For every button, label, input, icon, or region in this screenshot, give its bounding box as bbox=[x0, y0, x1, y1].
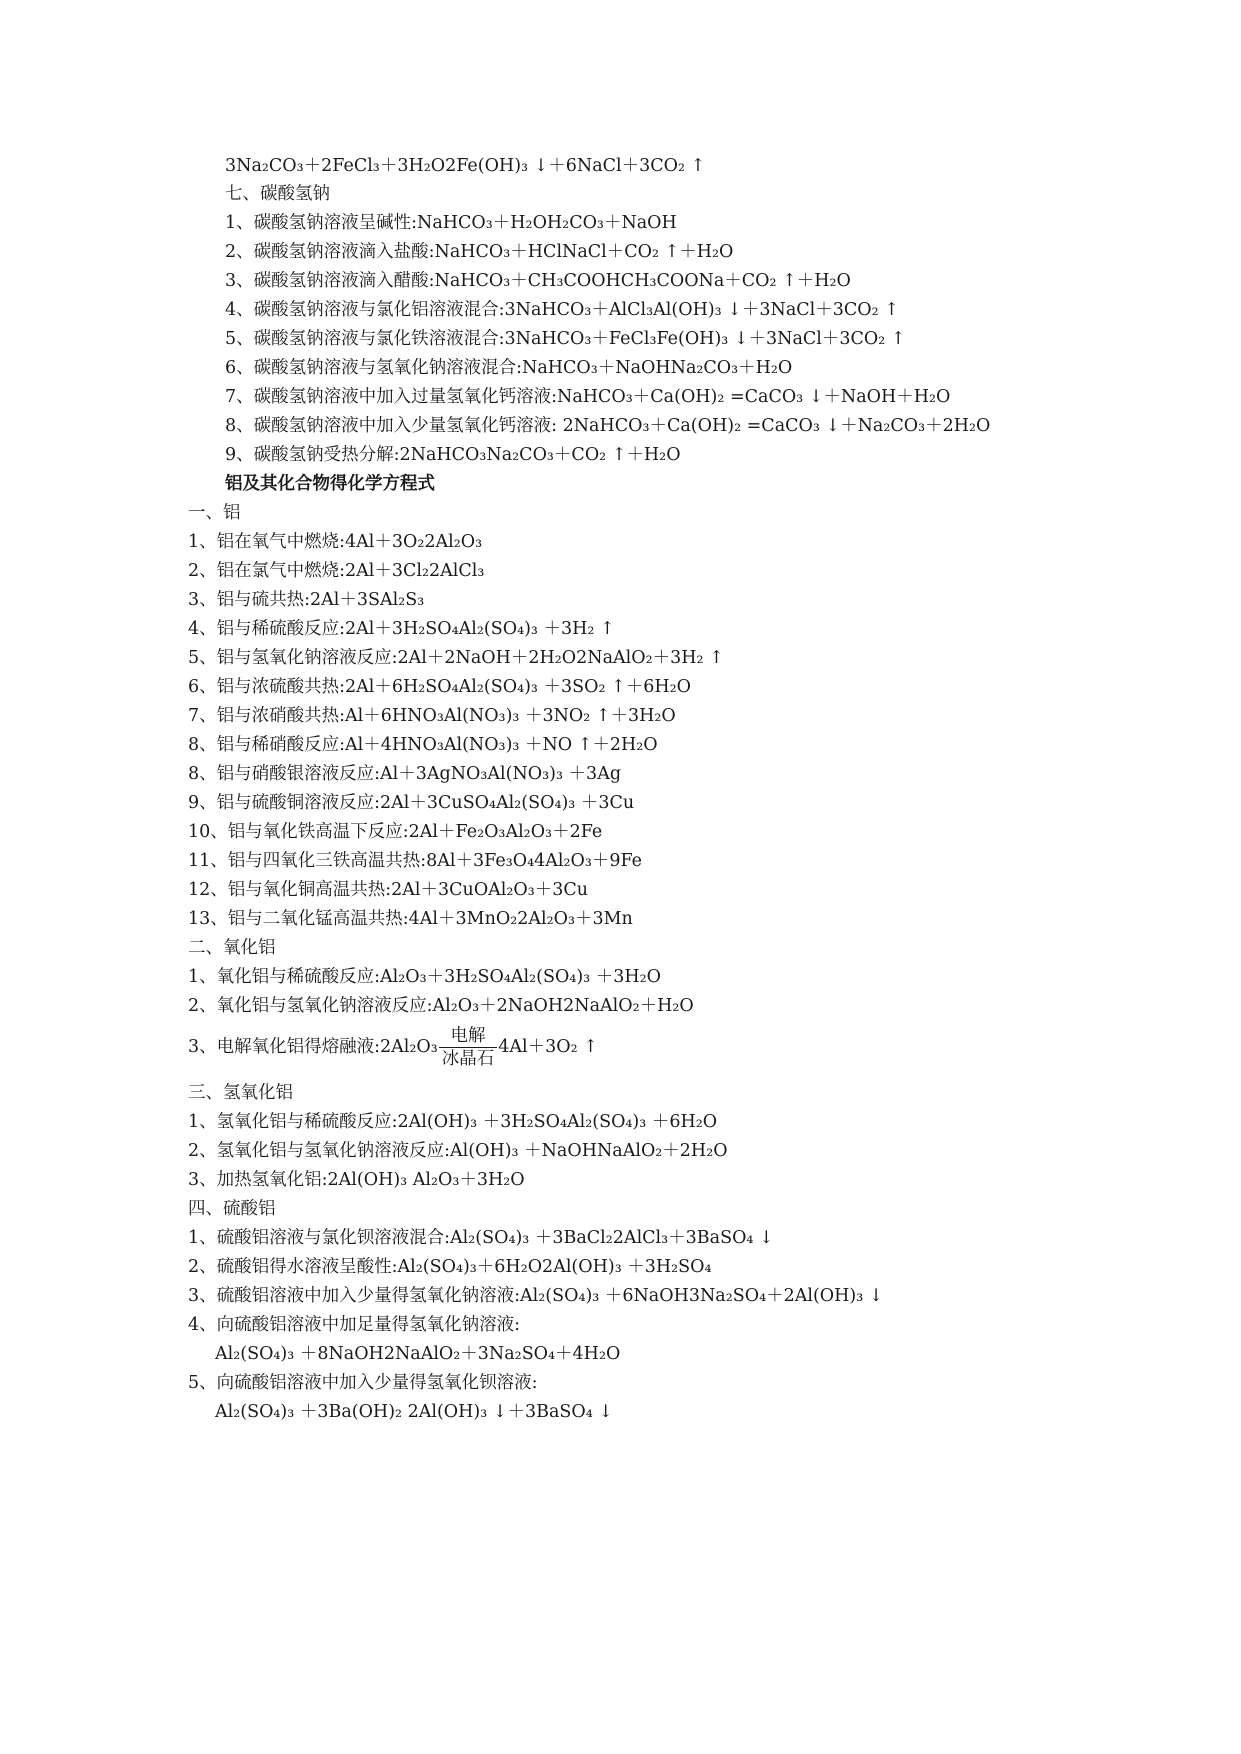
equation-line: 2、碳酸氢钠溶液滴入盐酸:NaHCO₃＋HClNaCl＋CO₂ ↑＋H₂O bbox=[225, 242, 734, 262]
equation-line: 2、铝在氯气中燃烧:2Al＋3Cl₂2AlCl₃ bbox=[188, 561, 485, 581]
section-heading: 二、氧化铝 bbox=[188, 938, 276, 958]
equation-line: Al₂(SO₄)₃ ＋3Ba(OH)₂ 2Al(OH)₃ ↓＋3BaSO₄ ↓ bbox=[215, 1402, 613, 1422]
equation-line: 2、氢氧化铝与氢氧化钠溶液反应:Al(OH)₃ ＋NaOHNaAlO₂＋2H₂O bbox=[188, 1141, 728, 1161]
equation-line: 13、铝与二氧化锰高温共热:4Al＋3MnO₂2Al₂O₃＋3Mn bbox=[188, 909, 633, 929]
equation-line: 2、硫酸铝得水溶液呈酸性:Al₂(SO₄)₃＋6H₂O2Al(OH)₃ ＋3H₂SO₄ bbox=[188, 1257, 712, 1277]
equation-line: 4、铝与稀硫酸反应:2Al＋3H₂SO₄Al₂(SO₄)₃ ＋3H₂ ↑ bbox=[188, 619, 615, 639]
section-heading: 七、碳酸氢钠 bbox=[225, 184, 330, 204]
equation-line: 4、向硫酸铝溶液中加足量得氢氧化钠溶液: bbox=[188, 1315, 521, 1335]
electrolysis-prefix: 3、电解氧化铝得熔融液:2Al₂O₃ bbox=[188, 1037, 438, 1057]
condition-above: 电解 bbox=[439, 1025, 498, 1048]
equation-line: 3、碳酸氢钠溶液滴入醋酸:NaHCO₃＋CH₃COOHCH₃COONa＋CO₂ ↑＋H₂O bbox=[225, 271, 851, 291]
equation-line: 1、硫酸铝溶液与氯化钡溶液混合:Al₂(SO₄)₃ ＋3BaCl₂2AlCl₃＋3BaSO₄ ↓ bbox=[188, 1228, 774, 1248]
equation-line: 1、氧化铝与稀硫酸反应:Al₂O₃＋3H₂SO₄Al₂(SO₄)₃ ＋3H₂O bbox=[188, 967, 661, 987]
reaction-condition bbox=[439, 1025, 498, 1070]
equation-line: 3Na₂CO₃＋2FeCl₃＋3H₂O2Fe(OH)₃ ↓＋6NaCl＋3CO₂ ↑ bbox=[225, 156, 706, 176]
equation-line: 7、铝与浓硝酸共热:Al＋6HNO₃Al(NO₃)₃ ＋3NO₂ ↑＋3H₂O bbox=[188, 706, 676, 726]
equation-line: 5、碳酸氢钠溶液与氯化铁溶液混合:3NaHCO₃＋FeCl₃Fe(OH)₃ ↓＋3NaCl＋3CO₂ ↑ bbox=[225, 329, 906, 349]
equation-line: 4、碳酸氢钠溶液与氯化铝溶液混合:3NaHCO₃＋AlCl₃Al(OH)₃ ↓＋3NaCl＋3CO₂ ↑ bbox=[225, 300, 899, 320]
equation-line: 3、硫酸铝溶液中加入少量得氢氧化钠溶液:Al₂(SO₄)₃ ＋6NaOH3Na₂SO₄＋2Al(OH)₃ ↓ bbox=[188, 1286, 884, 1306]
equation-line: 7、碳酸氢钠溶液中加入过量氢氧化钙溶液:NaHCO₃＋Ca(OH)₂ =CaCO₃ ↓＋NaOH＋H₂O bbox=[225, 387, 951, 407]
equation-line: 8、铝与稀硝酸反应:Al＋4HNO₃Al(NO₃)₃ ＋NO ↑＋2H₂O bbox=[188, 735, 658, 755]
equation-line: 3、加热氢氧化铝:2Al(OH)₃ Al₂O₃＋3H₂O bbox=[188, 1170, 525, 1190]
condition-below: 冰晶石 bbox=[441, 1049, 495, 1069]
section-heading: 一、铝 bbox=[188, 503, 241, 523]
equation-line: 1、氢氧化铝与稀硫酸反应:2Al(OH)₃ ＋3H₂SO₄Al₂(SO₄)₃ ＋6H₂O bbox=[188, 1112, 718, 1132]
equation-line: 11、铝与四氧化三铁高温共热:8Al＋3Fe₃O₄4Al₂O₃＋9Fe bbox=[188, 851, 643, 871]
section-heading: 四、硫酸铝 bbox=[188, 1199, 276, 1219]
equation-line: Al₂(SO₄)₃ ＋8NaOH2NaAlO₂＋3Na₂SO₄＋4H₂O bbox=[215, 1344, 621, 1364]
document-heading: 铝及其化合物得化学方程式 bbox=[225, 474, 435, 494]
equation-line: 9、碳酸氢钠受热分解:2NaHCO₃Na₂CO₃＋CO₂ ↑＋H₂O bbox=[225, 445, 681, 465]
equation-line: 12、铝与氧化铜高温共热:2Al＋3CuOAl₂O₃＋3Cu bbox=[188, 880, 589, 900]
equation-line: 9、铝与硫酸铜溶液反应:2Al＋3CuSO₄Al₂(SO₄)₃ ＋3Cu bbox=[188, 793, 635, 813]
equation-line: 6、碳酸氢钠溶液与氢氧化钠溶液混合:NaHCO₃＋NaOHNa₂CO₃＋H₂O bbox=[225, 358, 793, 378]
equation-line: 5、向硫酸铝溶液中加入少量得氢氧化钡溶液: bbox=[188, 1373, 538, 1393]
section-heading: 三、氢氧化铝 bbox=[188, 1083, 293, 1103]
equation-line: 6、铝与浓硫酸共热:2Al＋6H₂SO₄Al₂(SO₄)₃ ＋3SO₂ ↑＋6H₂O bbox=[188, 677, 691, 697]
equation-line: 2、氧化铝与氢氧化钠溶液反应:Al₂O₃＋2NaOH2NaAlO₂＋H₂O bbox=[188, 996, 694, 1016]
equation-line: 5、铝与氢氧化钠溶液反应:2Al＋2NaOH＋2H₂O2NaAlO₂＋3H₂ ↑ bbox=[188, 648, 724, 668]
equation-line: 8、碳酸氢钠溶液中加入少量氢氧化钙溶液: 2NaHCO₃＋Ca(OH)₂ =CaCO₃ ↓＋Na₂CO₃＋2H₂O bbox=[225, 416, 991, 436]
equation-line: 3、铝与硫共热:2Al＋3SAl₂S₃ bbox=[188, 590, 425, 610]
electrolysis-equation bbox=[188, 1024, 598, 1070]
equation-line: 10、铝与氧化铁高温下反应:2Al＋Fe₂O₃Al₂O₃＋2Fe bbox=[188, 822, 603, 842]
equation-line: 1、碳酸氢钠溶液呈碱性:NaHCO₃＋H₂OH₂CO₃＋NaOH bbox=[225, 213, 677, 233]
equation-line: 1、铝在氧气中燃烧:4Al＋3O₂2Al₂O₃ bbox=[188, 532, 483, 552]
electrolysis-suffix: 4Al＋3O₂ ↑ bbox=[498, 1037, 598, 1057]
equation-line: 8、铝与硝酸银溶液反应:Al＋3AgNO₃Al(NO₃)₃ ＋3Ag bbox=[188, 764, 622, 784]
